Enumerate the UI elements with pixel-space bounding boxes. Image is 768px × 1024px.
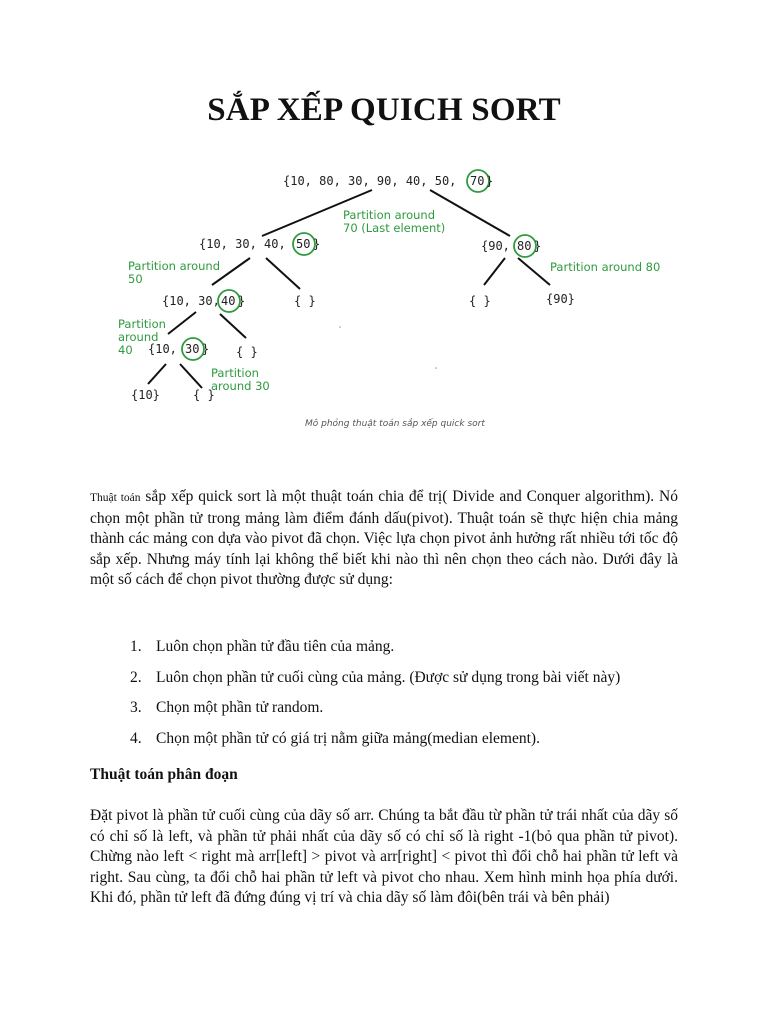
node-single-10: {10} [131, 388, 160, 402]
list-text: Luôn chọn phần tử đầu tiên của mảng. [156, 638, 395, 655]
stray-dot [339, 326, 341, 328]
edge-left3-10 [148, 364, 166, 384]
edge-right1-90 [518, 258, 550, 285]
node-left1-close: } [313, 237, 321, 251]
section-heading: Thuật toán phân đoạn [90, 766, 238, 783]
list-item [130, 728, 620, 759]
node-left1: {10, 30, 40, [199, 237, 286, 251]
edge-left2-left3 [168, 312, 196, 334]
list-item [130, 697, 620, 728]
label-p30-2: around 30 [211, 379, 270, 393]
node-left2: {10, 30, [162, 294, 220, 308]
label-p40-3: 40 [118, 343, 133, 357]
list-number: 3. [130, 699, 142, 716]
node-empty-b: { } [469, 294, 491, 308]
list-item [130, 667, 620, 698]
label-p50-1: Partition around [128, 259, 221, 273]
list-number: 2. [130, 668, 142, 686]
node-empty-a: { } [294, 294, 316, 308]
list-text: Luôn chọn phần tử cuối cùng của mảng. (Được sử dụng trong bài viết này) [156, 668, 621, 686]
label-p50-2: 50 [128, 272, 143, 286]
partition-paragraph: Đặt pivot là phần tử cuối cùng của dãy số arr. Chúng ta bắt đầu từ phần tử trái nhất của dãy số có chỉ số là left, và phần tử phải nhất của dãy số có chỉ số là right -1(bỏ qua phần tử pivot). Chừng nào left < right mà arr[left] > pivot và arr[right] < pivot thì đổi chỗ hai phần tử left và right. Sau cùng, ta đổi chỗ hai phần tử left và pivot cho nhau. Xem hình minh họa phía dưới. Khi đó, phần tử left đã đứng đúng vị trí và chia dãy số làm đôi(bên trái và bên phải) [90, 807, 678, 907]
list-text: Chọn một phần tử có giá trị nằm giữa mảng(median element). [156, 729, 540, 747]
intro-lead: Thuật toán [90, 492, 141, 504]
figure-caption: Mô phỏng thuật toán sắp xếp quick sort [305, 419, 485, 429]
edge-left3-empty [180, 364, 202, 388]
page-title: SẮP XẾP QUICH SORT [207, 92, 561, 128]
label-p70-2: 70 (Last element) [343, 221, 446, 235]
label-p40-1: Partition [118, 317, 166, 331]
node-left1-pivot: 50 [296, 237, 311, 251]
node-left3: {10, [148, 342, 177, 356]
node-empty-c: { } [236, 345, 258, 359]
node-root-close: } [486, 174, 494, 188]
node-right1: {90, [481, 239, 510, 253]
edge-left2-empty [220, 314, 246, 338]
label-p70-1: Partition around [343, 208, 436, 222]
node-left3-close: } [202, 342, 210, 356]
list-item [130, 636, 620, 667]
list-number: 1. [130, 638, 142, 655]
label-p40-2: around [118, 330, 159, 344]
intro-paragraph [90, 487, 678, 591]
node-left3-pivot: 30 [185, 342, 200, 356]
stray-dot [435, 367, 437, 369]
label-p30-1: Partition [211, 366, 259, 380]
quicksort-diagram [0, 0, 768, 440]
label-p80: Partition around 80 [550, 260, 661, 274]
list-number: 4. [130, 729, 142, 747]
node-root: {10, 80, 30, 90, 40, 50, [283, 174, 457, 188]
edge-left1-empty [266, 258, 300, 289]
node-empty-d: { } [193, 388, 215, 402]
edge-right1-empty [484, 258, 505, 285]
node-left2-pivot: 40 [221, 294, 236, 308]
node-right1-close: } [534, 239, 542, 253]
intro-text: sắp xếp quick sort là một thuật toán chia để trị( Divide and Conquer algorithm). Nó chọn một phần tử trong mảng làm điểm đánh dấu(pivot). Thuật toán sẽ thực hiện chia mảng thành các mảng con dựa vào pivot đã chọn. Việc lựa chọn pivot ảnh hưởng rất nhiều tới tốc độ sắp xếp. Nhưng máy tính lại không thể biết khi nào thì nên chọn theo cách nào. Dưới đây là một số cách để chọn pivot thường được sử dụng: [90, 488, 678, 589]
node-single-90: {90} [546, 292, 575, 306]
node-root-pivot: 70 [470, 174, 485, 188]
node-left2-close: } [238, 294, 246, 308]
pivot-method-list [130, 636, 620, 758]
list-text: Chọn một phần tử random. [156, 699, 324, 716]
node-right1-pivot: 80 [517, 239, 532, 253]
